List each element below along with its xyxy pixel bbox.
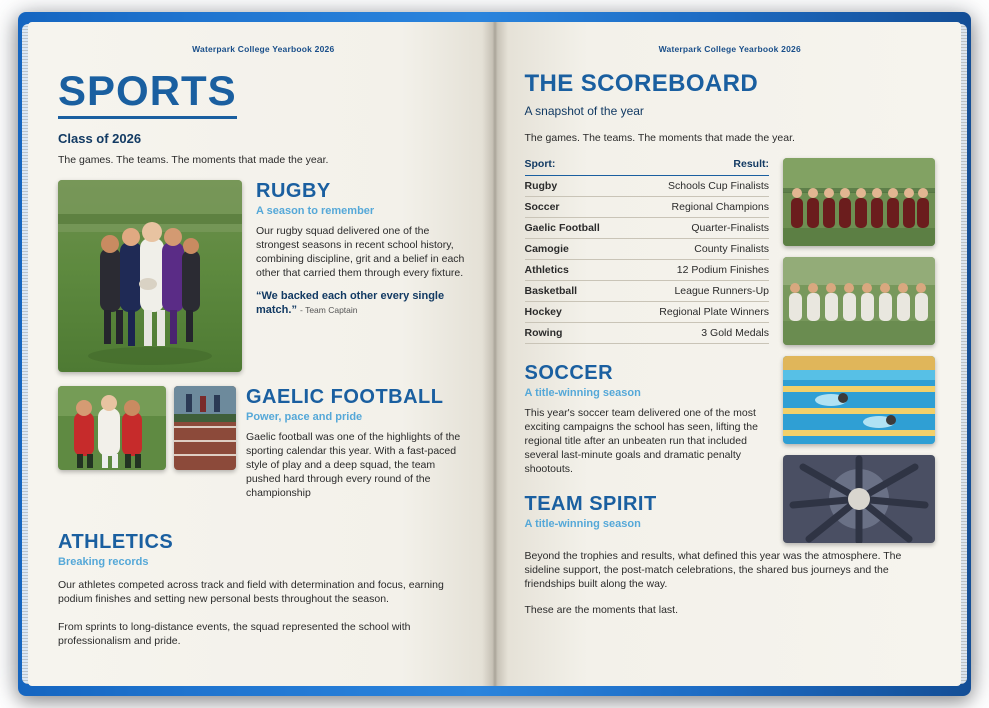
soccer-heading: SOCCER [524, 362, 614, 384]
scoreboard-table-body [525, 176, 770, 344]
soccer-body: This year's soccer team delivered one of the most exciting campaigns the school has seen, lifting the regional title after an unbeaten run that included several last-minute goals and dramatic penalty shootouts. [524, 407, 758, 475]
cell-sport: Soccer [525, 197, 624, 218]
athletics-track-photo [174, 386, 236, 470]
gaelic-photo-art [58, 386, 166, 470]
swimming-pool-photo [783, 356, 935, 444]
scoreboard-subtitle: A snapshot of the year [524, 104, 644, 118]
left-intro-text: The games. The teams. The moments that made the year. [58, 154, 329, 166]
gaelic-photo-group [58, 386, 236, 509]
athletics-section [58, 531, 469, 649]
table-row [525, 323, 770, 344]
gaelic-football-section [58, 386, 469, 509]
table-row [525, 239, 770, 260]
col-header-sport: Sport: [525, 158, 624, 176]
team-spirit-heading: TEAM SPIRIT [524, 492, 657, 515]
rugby-team-photo-art [783, 158, 935, 246]
athletics-body-2: From sprints to long-distance events, the squad represented the school with professionalism and pride. [58, 621, 411, 648]
cell-result: 12 Podium Finishes [624, 260, 769, 281]
table-row [525, 302, 770, 323]
cell-sport: Rowing [525, 323, 624, 344]
table-row [525, 176, 770, 197]
page-title-sports: SPORTS [58, 70, 237, 119]
right-page [495, 22, 962, 686]
gaelic-team-photo-art [783, 257, 935, 345]
cell-sport: Hockey [525, 302, 624, 323]
table-row [525, 218, 770, 239]
closing-line: These are the moments that last. [524, 603, 678, 616]
track-photo-art [174, 386, 236, 470]
soccer-section [525, 362, 770, 477]
class-of-label: Class of 2026 [58, 131, 142, 146]
cell-result: Regional Plate Winners [624, 302, 769, 323]
gaelic-heading: GAELIC FOOTBALL [246, 386, 444, 408]
rugby-heading: RUGBY [256, 180, 331, 202]
table-row [525, 197, 770, 218]
table-row [525, 281, 770, 302]
huddle-photo-art [783, 455, 935, 543]
cell-sport: Gaelic Football [525, 218, 624, 239]
rugby-quote-text: “We backed each other every single match.” [256, 289, 445, 317]
team-huddle-photo [783, 455, 935, 543]
rugby-team-group-photo [783, 158, 935, 246]
rugby-quote [256, 289, 469, 318]
cell-result: 3 Gold Medals [624, 323, 769, 344]
cell-result: Regional Champions [624, 197, 769, 218]
left-page [28, 22, 495, 686]
scoreboard-title: THE SCOREBOARD [524, 70, 759, 97]
rugby-quote-attribution: - Team Captain [300, 305, 358, 316]
scoreboard-intro: The games. The teams. The moments that made the year. [524, 132, 795, 144]
rugby-subheading: A season to remember [256, 205, 375, 217]
table-row [525, 260, 770, 281]
team-spirit-body: Beyond the trophies and results, what defined this year was the atmosphere. The sideline support, the post-match celebrations, the shared bus journeys and the friendships built along the way. [524, 550, 902, 591]
cell-result: Quarter-Finalists [624, 218, 769, 239]
swimming-photo-art [783, 356, 935, 444]
athletics-subheading: Breaking records [58, 555, 149, 568]
rugby-section [58, 180, 469, 372]
gaelic-football-photo [58, 386, 166, 470]
team-spirit-subheading: A title-winning season [524, 517, 641, 530]
table-header-row [525, 158, 770, 176]
athletics-heading: ATHLETICS [58, 530, 174, 553]
rugby-body: Our rugby squad delivered one of the strongest seasons in recent school history, combining discipline, grit and a belief in each other that carried them through every fixture. [256, 225, 465, 279]
cell-sport: Basketball [525, 281, 624, 302]
right-running-head: Waterpark College Yearbook 2026 [658, 44, 801, 54]
team-spirit-section [525, 493, 770, 530]
rugby-match-photo [58, 180, 242, 372]
cell-result: League Runners-Up [624, 281, 769, 302]
rugby-photo-art [58, 180, 242, 372]
open-book-pages [28, 22, 961, 686]
gaelic-subheading: Power, pace and pride [246, 411, 363, 423]
scoreboard-table [525, 158, 770, 344]
athletics-body-1: Our athletes competed across track and field with determination and focus, earning podium finishes and setting new personal bests throughout the season. [58, 578, 444, 605]
cell-sport: Athletics [525, 260, 624, 281]
left-running-head: Waterpark College Yearbook 2026 [192, 44, 335, 54]
gaelic-team-group-photo [783, 257, 935, 345]
cell-sport: Rugby [525, 176, 624, 197]
photo-rail [783, 158, 935, 543]
col-header-result: Result: [624, 158, 769, 176]
gaelic-body: Gaelic football was one of the highlights of the sporting calendar this year. With a fast-paced style of play and a deep squad, the team pushed hard through every round of the championship [246, 431, 461, 499]
soccer-subheading: A title-winning season [524, 387, 641, 399]
cell-sport: Camogie [525, 239, 624, 260]
scoreboard-main-column [525, 158, 770, 543]
cell-result: Schools Cup Finalists [624, 176, 769, 197]
cell-result: County Finalists [624, 239, 769, 260]
scoreboard-columns [525, 158, 936, 543]
